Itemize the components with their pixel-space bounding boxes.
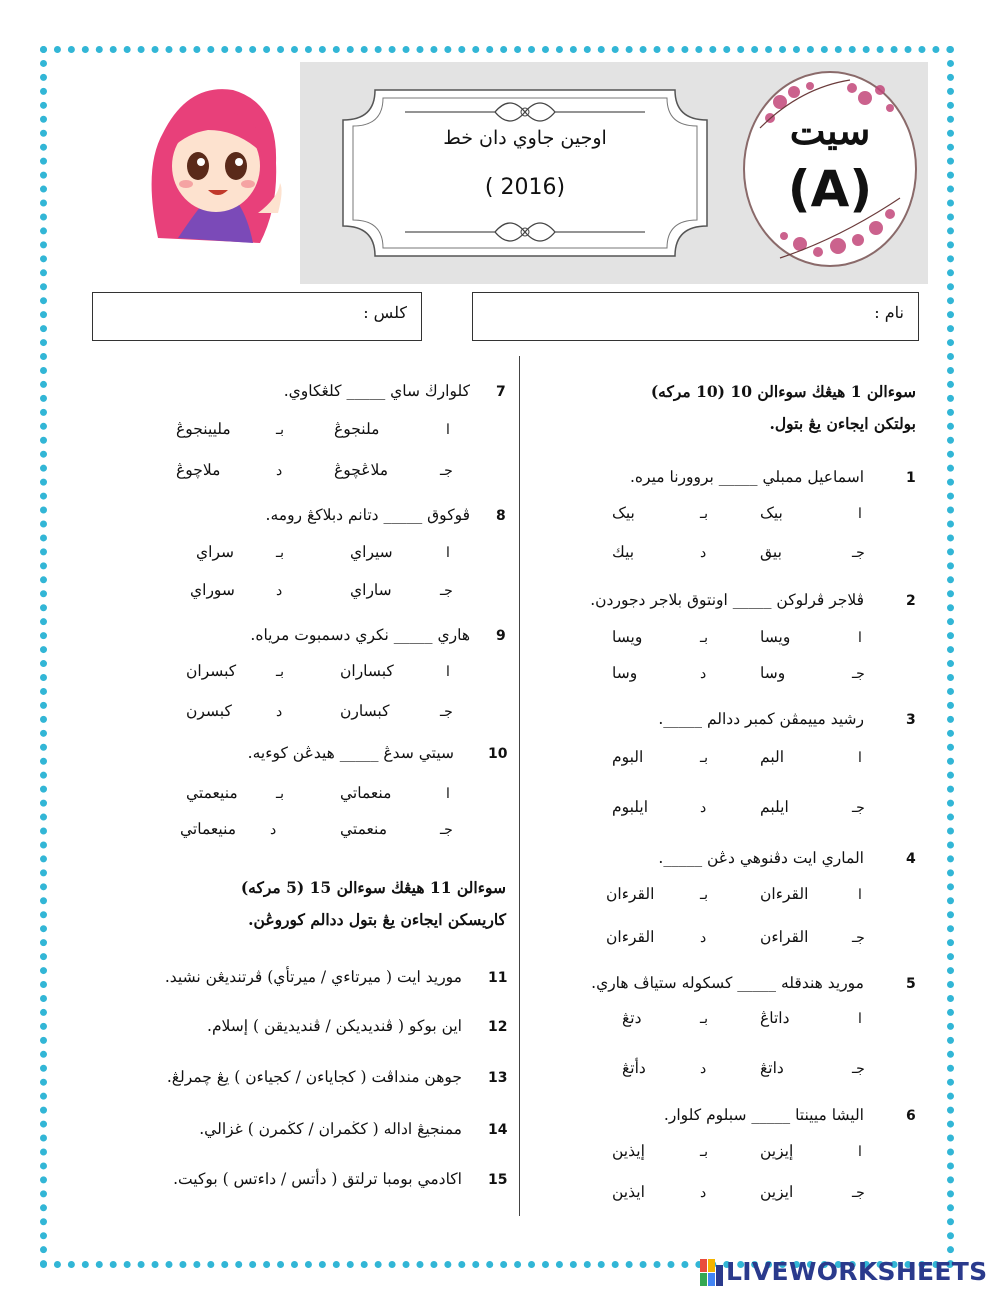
question-text: اسماعيل ممبلي _____ بروورنا ميره. — [629, 468, 864, 486]
option-c[interactable]: داتڠ — [760, 1059, 784, 1077]
option-c[interactable]: وسا — [760, 664, 786, 682]
option-c[interactable]: كبسارن — [340, 702, 390, 720]
option-d[interactable]: ايلبوم — [612, 798, 649, 816]
section-a-heading: سوءالن 1 هيڠڬ سوءالن 10 (10 مركه) — [650, 382, 916, 401]
option-b[interactable]: القرءان — [606, 885, 655, 903]
option-a[interactable]: كبساران — [340, 662, 394, 680]
option-a[interactable]: ويسا — [760, 628, 791, 646]
option-b[interactable]: بيک — [612, 504, 635, 522]
question-text: هاري _____ نكري دسمبوت مرياه. — [250, 626, 470, 644]
worksheet-year: ( 2016) — [484, 175, 566, 200]
section-a-instruction: بولتكن ايجاءن يڠ بتول. — [769, 414, 916, 433]
option-a[interactable]: منعماتي — [340, 784, 392, 802]
option-b[interactable]: إيذين — [612, 1142, 645, 1160]
option-d[interactable]: بيك — [612, 543, 635, 561]
option-c[interactable]: بيق — [760, 543, 782, 561]
option-b[interactable]: ويسا — [612, 628, 643, 646]
section-b-heading: سوءالن 11 هيڠڬ سوءالن 15 (5 مركه) — [240, 878, 506, 897]
option-a[interactable]: إيزين — [760, 1142, 794, 1160]
option-a[interactable]: ملنجوڠ — [334, 420, 380, 438]
class-label: كلس : — [363, 303, 407, 322]
question-text[interactable]: جوهن منداڤت ( كجاياءن / كجياءن ) يڠ چمرلڠ. — [166, 1068, 462, 1086]
option-d[interactable]: منيعماتي — [180, 820, 237, 838]
column-divider — [519, 356, 520, 1216]
option-b[interactable]: البوم — [612, 748, 644, 766]
question-text[interactable]: ممنجيڠ اداله ( كڬمران / كڬمرن ) غزالي. — [199, 1120, 462, 1138]
option-c[interactable]: ملاڠچوڠ — [334, 461, 389, 479]
option-c[interactable]: ايزين — [760, 1183, 794, 1201]
option-a[interactable]: البم — [760, 748, 785, 766]
option-d[interactable]: ملاچوڠ — [176, 461, 221, 479]
option-b[interactable]: سراي — [196, 543, 234, 561]
option-b[interactable]: دتڠ — [622, 1009, 642, 1027]
option-b[interactable]: مليينجوڠ — [176, 420, 231, 438]
name-label: نام : — [874, 303, 904, 322]
question-text: كلوارڬ ساي _____ كلڠكاوي. — [283, 382, 470, 400]
liveworksheets-logo-icon — [700, 1259, 724, 1287]
option-a[interactable]: داتاڠ — [760, 1009, 790, 1027]
option-b[interactable]: منيعمتي — [186, 784, 238, 802]
question-text: ڤوكوق _____ دتانم دبلاكڠ رومه. — [265, 506, 470, 524]
option-d[interactable]: ايذين — [612, 1183, 645, 1201]
option-c[interactable]: ايلبم — [760, 798, 789, 816]
question-text[interactable]: موريد ايت ( ميرتاءي / ميرتأي) ڤرتنديڠن نشيد. — [164, 968, 462, 986]
section-b-instruction: كاريسكن ايجاءن يڠ بتول ددالم كوروڠن. — [248, 910, 506, 929]
worksheet-title: اوجين جاوي دان خط — [443, 127, 607, 149]
badge-word: سيت — [789, 108, 871, 153]
option-b[interactable]: كبسران — [186, 662, 237, 680]
question-text[interactable]: اكادمي بومبا ترلتق ( دأتس / داءتس ) بوكيت. — [173, 1170, 462, 1188]
question-text: موريد هندقله _____ كسكوله ستياڤ هاري. — [591, 974, 864, 992]
option-d[interactable]: وسا — [612, 664, 638, 682]
option-d[interactable]: دأتڠ — [622, 1059, 646, 1077]
question-text: ڤلاجر ڤرلوكن _____ اونتوق بلاجر دجوردن. — [590, 591, 864, 609]
liveworksheets-logo[interactable]: LIVEWORKSHEETS — [726, 1257, 988, 1286]
question-text: اليشا ميينتا _____ سبلوم كلوار. — [663, 1106, 864, 1124]
option-c[interactable]: منعمتي — [340, 820, 388, 838]
option-d[interactable]: القرءان — [606, 928, 655, 946]
option-a[interactable]: سيراي — [350, 543, 393, 561]
question-text: الماري ايت دڤنوهي دڠن _____. — [658, 849, 864, 867]
option-c[interactable]: ساراي — [350, 581, 392, 599]
option-d[interactable]: سوراي — [190, 581, 235, 599]
title-cartouche — [335, 80, 715, 266]
question-text: رشيد مييمڤن كمبر ددالم _____. — [658, 710, 864, 728]
class-field[interactable] — [92, 292, 422, 341]
badge-letter: (A) — [787, 160, 873, 218]
option-d[interactable]: كبسرن — [186, 702, 232, 720]
hijab-girl-illustration — [128, 78, 288, 253]
option-c[interactable]: القراءن — [760, 928, 809, 946]
question-text: سيتي سدڠ _____ هيدڠن كوءيه. — [247, 744, 454, 762]
question-text[interactable]: اين بوكو ( ڤنديديكن / ڤنديديقن ) إسلام. — [207, 1017, 462, 1035]
name-field[interactable] — [472, 292, 919, 341]
option-a[interactable]: بيک — [760, 504, 783, 522]
option-a[interactable]: القرءان — [760, 885, 809, 903]
